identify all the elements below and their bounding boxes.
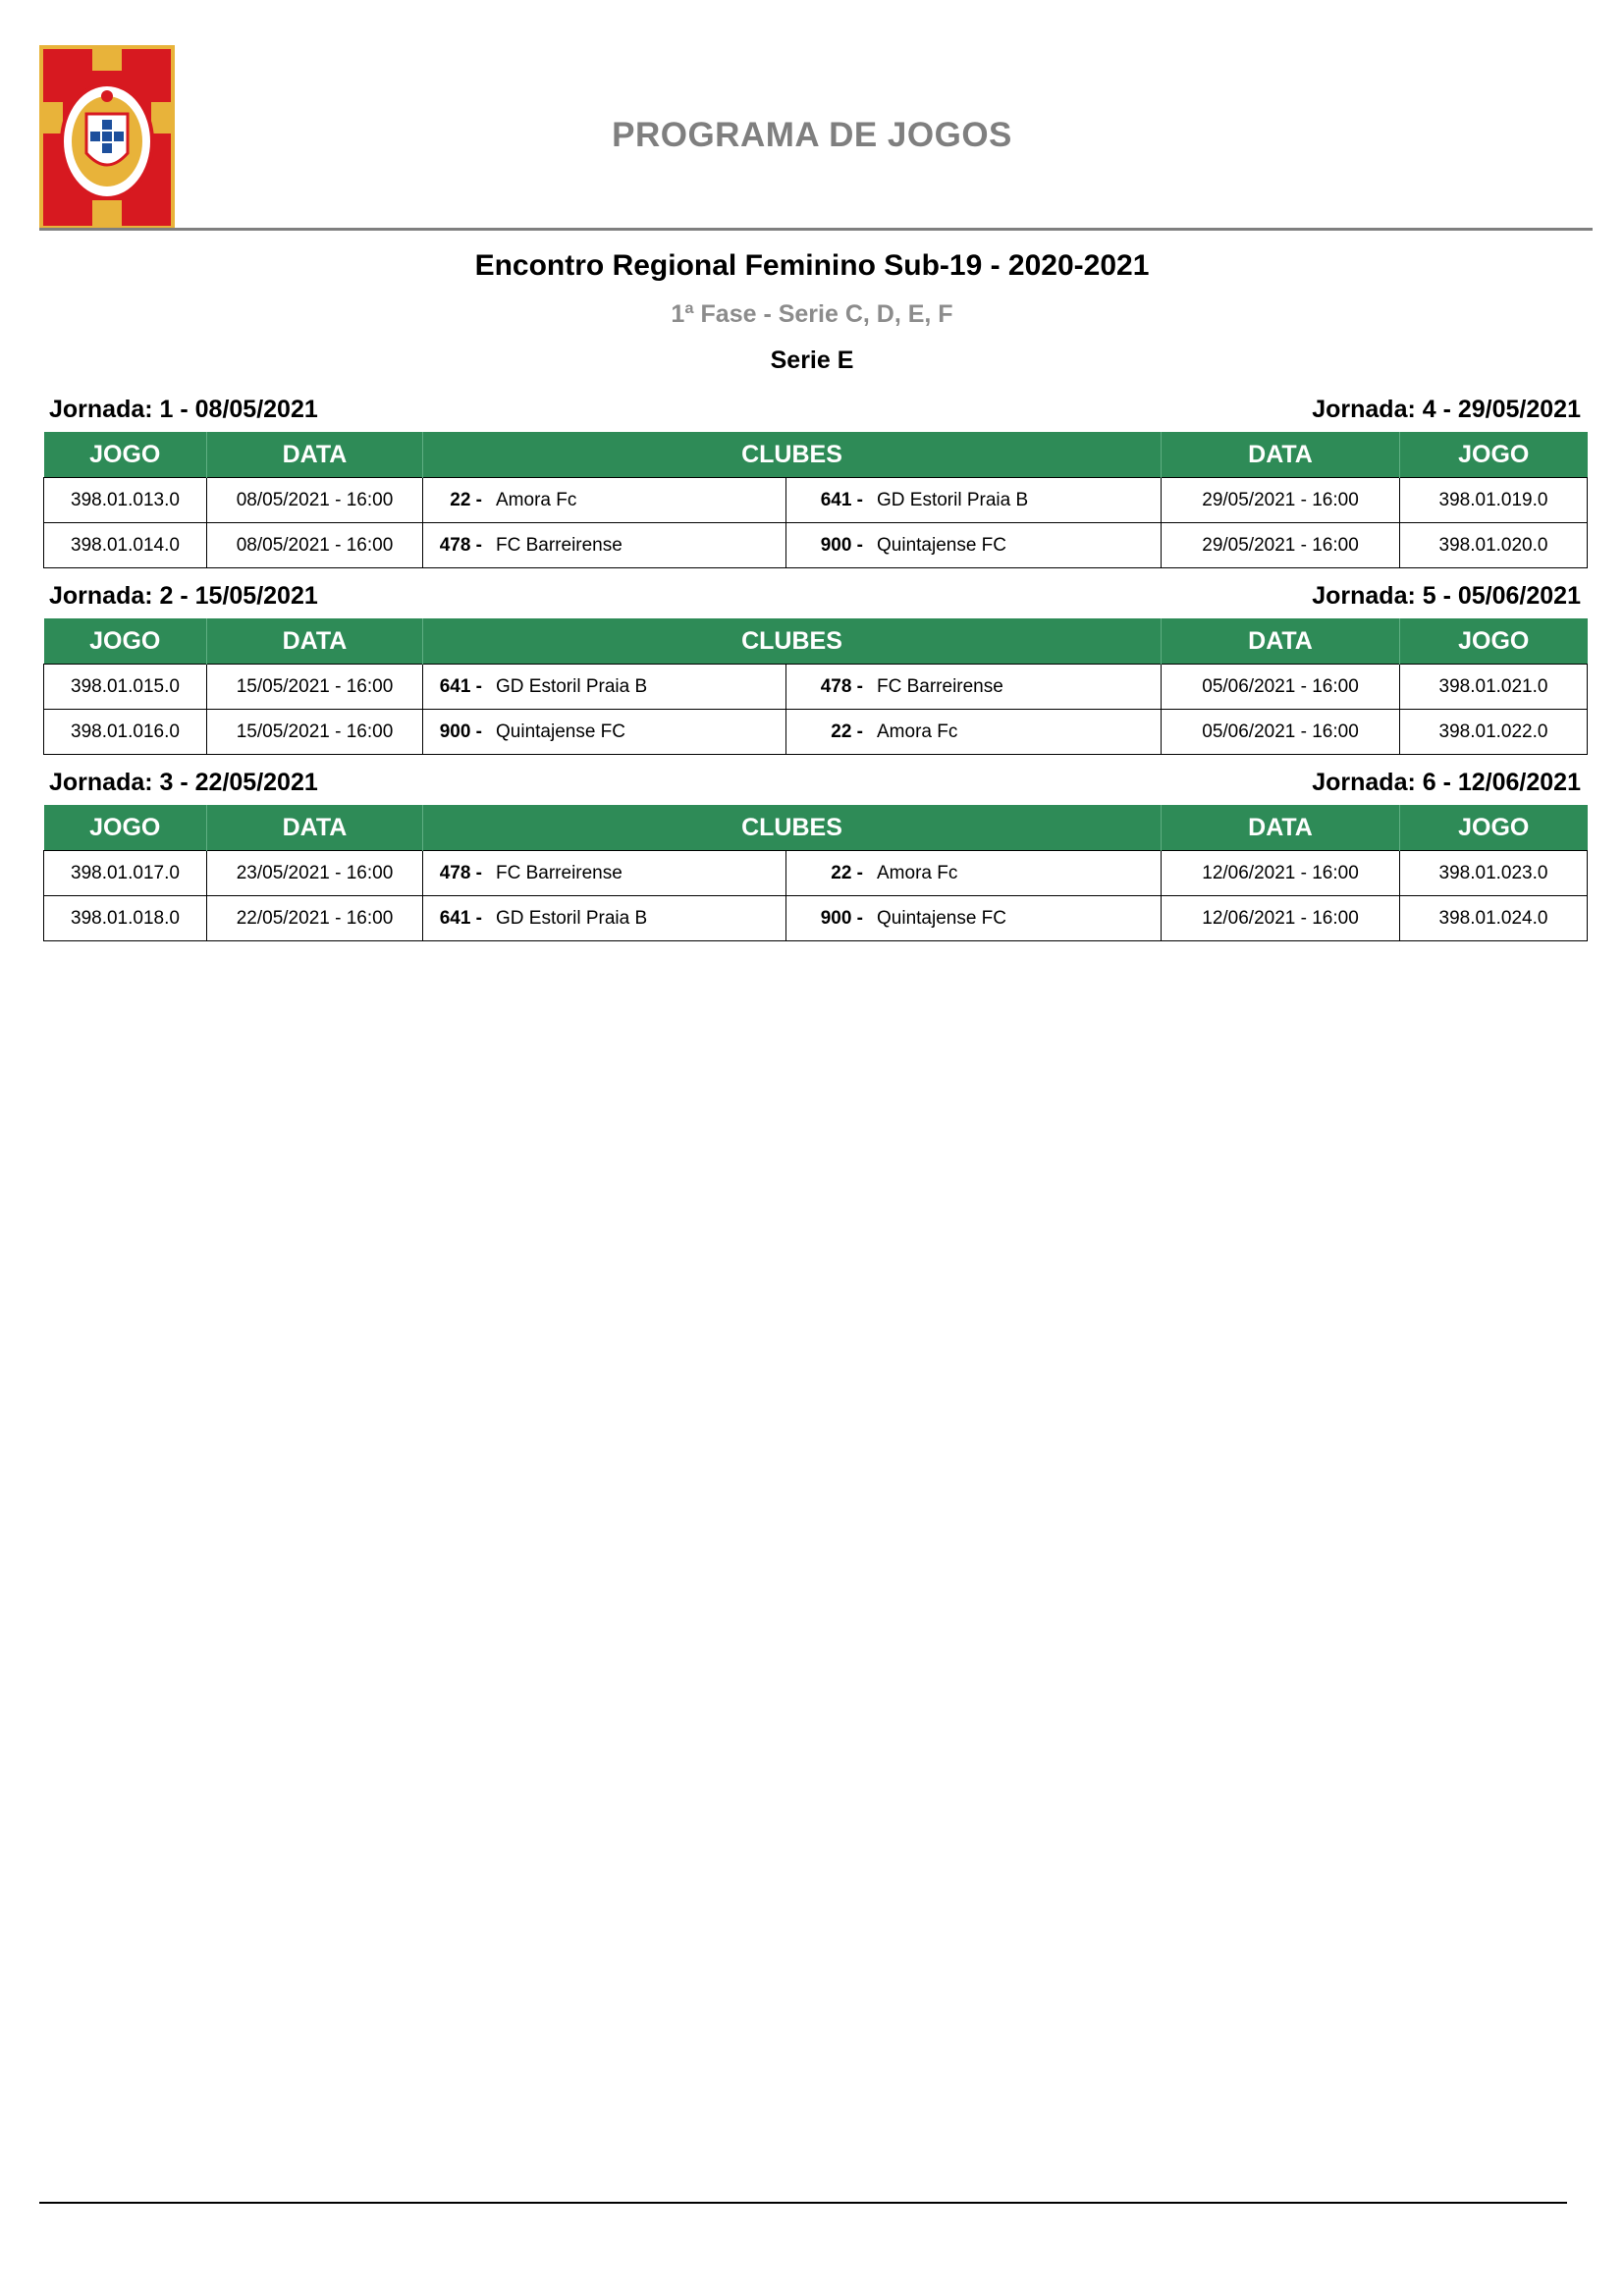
away-club-code: 478 -	[820, 675, 863, 697]
away-club-cell	[786, 665, 1162, 710]
header-data: DATA	[207, 618, 423, 665]
table-header-row	[44, 805, 1588, 851]
home-club-cell	[423, 896, 786, 941]
data-right-cell: 12/06/2021 - 16:00	[1162, 851, 1400, 896]
header-jogo-right: JOGO	[1400, 432, 1588, 478]
jogo-cell: 398.01.016.0	[44, 710, 207, 755]
data-cell: 22/05/2021 - 16:00	[207, 896, 423, 941]
header-clubes: CLUBES	[423, 618, 1162, 665]
jogo-right-cell: 398.01.021.0	[1400, 665, 1588, 710]
away-club-cell	[786, 478, 1162, 523]
home-club-name: GD Estoril Praia B	[496, 907, 648, 929]
competition-serie: Serie E	[770, 347, 854, 374]
jornada-block	[43, 579, 1587, 755]
home-club-cell	[423, 710, 786, 755]
data-cell: 15/05/2021 - 16:00	[207, 665, 423, 710]
header-data-right: DATA	[1162, 432, 1400, 478]
header-jogo-right: JOGO	[1400, 618, 1588, 665]
home-club-name: GD Estoril Praia B	[496, 675, 648, 697]
away-club-name: GD Estoril Praia B	[877, 489, 1029, 510]
away-club-code: 641 -	[820, 489, 863, 510]
away-club-name: Quintajense FC	[877, 907, 1007, 929]
away-club-name: FC Barreirense	[877, 675, 1003, 697]
games-table	[43, 618, 1588, 755]
data-right-cell: 29/05/2021 - 16:00	[1162, 523, 1400, 568]
table-row	[44, 710, 1588, 755]
header-clubes: CLUBES	[423, 432, 1162, 478]
competition-title: Encontro Regional Feminino Sub-19 - 2020-2021	[474, 249, 1150, 282]
away-club-cell	[786, 896, 1162, 941]
table-header-row	[44, 618, 1588, 665]
away-club-name: Quintajense FC	[877, 534, 1007, 556]
jornada-left-label: Jornada: 3 - 22/05/2021	[49, 769, 318, 796]
page-title: PROGRAMA DE JOGOS	[612, 116, 1012, 154]
jogo-cell: 398.01.015.0	[44, 665, 207, 710]
header-jogo: JOGO	[44, 618, 207, 665]
away-club-code: 22 -	[831, 862, 863, 883]
away-club-cell	[786, 523, 1162, 568]
header-data-right: DATA	[1162, 805, 1400, 851]
jornada-left-label: Jornada: 1 - 08/05/2021	[49, 396, 318, 423]
home-club-cell	[423, 523, 786, 568]
away-club-cell	[786, 710, 1162, 755]
home-club-cell	[423, 851, 786, 896]
header-data: DATA	[207, 805, 423, 851]
table-row	[44, 851, 1588, 896]
jornada-left-label: Jornada: 2 - 15/05/2021	[49, 582, 318, 610]
header-data: DATA	[207, 432, 423, 478]
home-club-name: FC Barreirense	[496, 862, 623, 883]
home-club-code: 900 -	[439, 721, 482, 742]
data-cell: 15/05/2021 - 16:00	[207, 710, 423, 755]
away-club-name: Amora Fc	[877, 721, 958, 742]
header-jogo: JOGO	[44, 432, 207, 478]
table-row	[44, 523, 1588, 568]
games-table	[43, 805, 1588, 941]
away-club-name: Amora Fc	[877, 862, 958, 883]
jogo-right-cell: 398.01.024.0	[1400, 896, 1588, 941]
jogo-cell: 398.01.013.0	[44, 478, 207, 523]
jogo-cell: 398.01.017.0	[44, 851, 207, 896]
away-club-cell	[786, 851, 1162, 896]
home-club-code: 478 -	[439, 862, 482, 883]
away-club-code: 900 -	[820, 534, 863, 556]
home-club-name: Amora Fc	[496, 489, 577, 510]
away-club-code: 22 -	[831, 721, 863, 742]
competition-phase: 1ª Fase - Serie C, D, E, F	[671, 300, 953, 328]
data-cell: 08/05/2021 - 16:00	[207, 523, 423, 568]
data-right-cell: 29/05/2021 - 16:00	[1162, 478, 1400, 523]
data-cell: 08/05/2021 - 16:00	[207, 478, 423, 523]
jornada-right-label: Jornada: 4 - 29/05/2021	[1312, 396, 1581, 423]
data-right-cell: 05/06/2021 - 16:00	[1162, 710, 1400, 755]
table-row	[44, 478, 1588, 523]
table-row	[44, 665, 1588, 710]
jogo-right-cell: 398.01.019.0	[1400, 478, 1588, 523]
home-club-code: 641 -	[439, 907, 482, 929]
jogo-right-cell: 398.01.023.0	[1400, 851, 1588, 896]
home-club-cell	[423, 478, 786, 523]
footer-divider	[39, 2202, 1567, 2204]
jogo-cell: 398.01.018.0	[44, 896, 207, 941]
jornada-block	[43, 393, 1587, 568]
jogo-cell: 398.01.014.0	[44, 523, 207, 568]
header-divider	[39, 228, 1593, 231]
jogo-right-cell: 398.01.020.0	[1400, 523, 1588, 568]
header-jogo: JOGO	[44, 805, 207, 851]
header-clubes: CLUBES	[423, 805, 1162, 851]
header-jogo-right: JOGO	[1400, 805, 1588, 851]
games-table	[43, 432, 1588, 568]
home-club-name: FC Barreirense	[496, 534, 623, 556]
data-right-cell: 05/06/2021 - 16:00	[1162, 665, 1400, 710]
table-header-row	[44, 432, 1588, 478]
data-cell: 23/05/2021 - 16:00	[207, 851, 423, 896]
jornada-right-label: Jornada: 5 - 05/06/2021	[1312, 582, 1581, 610]
jogo-right-cell: 398.01.022.0	[1400, 710, 1588, 755]
home-club-name: Quintajense FC	[496, 721, 626, 742]
home-club-code: 641 -	[439, 675, 482, 697]
jornada-right-label: Jornada: 6 - 12/06/2021	[1312, 769, 1581, 796]
data-right-cell: 12/06/2021 - 16:00	[1162, 896, 1400, 941]
home-club-code: 478 -	[439, 534, 482, 556]
header-data-right: DATA	[1162, 618, 1400, 665]
away-club-code: 900 -	[820, 907, 863, 929]
home-club-cell	[423, 665, 786, 710]
table-row	[44, 896, 1588, 941]
home-club-code: 22 -	[450, 489, 482, 510]
jornada-block	[43, 766, 1587, 941]
